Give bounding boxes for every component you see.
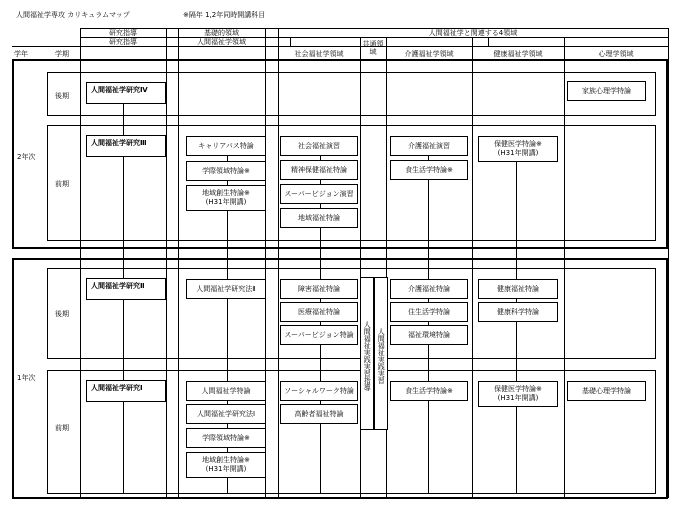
term-label: 前期 (55, 424, 69, 432)
header-common: 共通領域 (362, 40, 384, 56)
course-health-science: 健康科学特論 (478, 302, 558, 322)
course-regional (186, 452, 266, 478)
course-research-2: 人間福祉学研究Ⅱ (86, 278, 166, 300)
course-regional (186, 185, 266, 211)
course-research-1: 人間福祉学研究Ⅰ (86, 380, 166, 402)
course-elderly-welfare: 高齢者福祉特論 (280, 404, 358, 424)
course-social-seminar: 社会福祉演習 (280, 136, 358, 156)
course-medical-welfare: 医療福祉特論 (280, 302, 358, 322)
header-social: 社会福祉学領域 (294, 50, 344, 58)
term-label: 後期 (55, 310, 69, 318)
course-note: (H31年開講) (497, 394, 539, 402)
header-gakki: 学期 (55, 50, 69, 58)
course-health-medicine (478, 381, 558, 407)
course-housing: 住生活学特論 (390, 302, 468, 322)
course-research-method-2: 人間福祉学研究法Ⅱ (186, 279, 266, 299)
course-research-method-1: 人間福祉学研究法Ⅰ (186, 404, 266, 424)
header-health: 健康福祉学領域 (493, 50, 543, 58)
year-label-2: 2年次 (17, 153, 36, 161)
course-research-3: 人間福祉学研究Ⅲ (86, 135, 166, 157)
term-label: 後期 (55, 92, 69, 100)
col-divider-right (668, 28, 669, 498)
course-practicum (374, 277, 388, 430)
legend-note: ※隔年 1,2年同時開講科目 (183, 11, 266, 19)
header-gakunen: 学年 (14, 50, 28, 58)
course-human-welfare: 人間福祉学特論 (186, 381, 266, 401)
course-name: 保健医学特論※ (494, 385, 542, 393)
course-supervision: スーパービジョン特論 (280, 325, 358, 345)
course-name: 地域創生特論※ (202, 456, 250, 464)
header-tick (290, 37, 291, 46)
term-label: 前期 (55, 180, 69, 188)
course-diet-life: 食生活学特論※ (390, 160, 468, 180)
course-mental-health: 精神保健福祉特論 (280, 160, 358, 180)
course-note: (H31年開講) (205, 198, 247, 206)
header-research-group: 研究指導 (109, 29, 137, 37)
page-title: 人間福祉学専攻 カリキュラムマップ (16, 11, 130, 19)
year-label-1: 1年次 (17, 374, 36, 382)
course-career-path: キャリアパス特論 (186, 136, 266, 156)
course-vertical-label: 人間福祉実践実習 (377, 327, 386, 384)
course-research-4: 人間福祉学研究Ⅳ (86, 82, 166, 104)
course-care-seminar: 介護福祉演習 (390, 136, 468, 156)
course-health-medicine (478, 136, 558, 162)
course-interdisciplinary: 学際領域特論※ (186, 428, 266, 448)
course-note: (H31年開講) (205, 465, 247, 473)
course-diet-life: 食生活学特論※ (390, 381, 468, 401)
course-family-psych: 家族心理学特論 (567, 81, 646, 101)
header-four-group: 人間福祉学と関連する4領域 (428, 29, 518, 37)
course-disability-welfare: 障害福祉特論 (280, 279, 358, 299)
header-tick-2 (488, 37, 489, 46)
course-name: 地域創生特論※ (202, 189, 250, 197)
course-name: 保健医学特論※ (494, 140, 542, 148)
header-research: 研究指導 (109, 38, 137, 46)
course-care-welfare: 介護福祉特論 (390, 279, 468, 299)
course-vertical-label: 人間福祉実践実習指導 (363, 320, 372, 391)
header-basic: 人間福祉学領域 (197, 38, 246, 46)
course-interdisciplinary: 学際領域特論※ (186, 161, 266, 181)
course-community-welfare: 地域福祉特論 (280, 208, 358, 228)
header-psych: 心理学領域 (598, 50, 634, 58)
course-social-work: ソーシャルワーク特論 (280, 381, 358, 401)
course-welfare-environment: 福祉環境特論 (390, 325, 468, 345)
course-basic-psych: 基礎心理学特論 (567, 381, 646, 401)
course-note: (H31年開講) (497, 149, 539, 157)
course-practicum-guidance (360, 277, 374, 430)
course-health-welfare: 健康福祉特論 (478, 279, 558, 299)
header-care: 介護福祉学領域 (404, 50, 454, 58)
header-basic-group: 基礎的領域 (204, 29, 239, 37)
course-supervision-seminar: スーパービジョン演習 (280, 184, 358, 204)
